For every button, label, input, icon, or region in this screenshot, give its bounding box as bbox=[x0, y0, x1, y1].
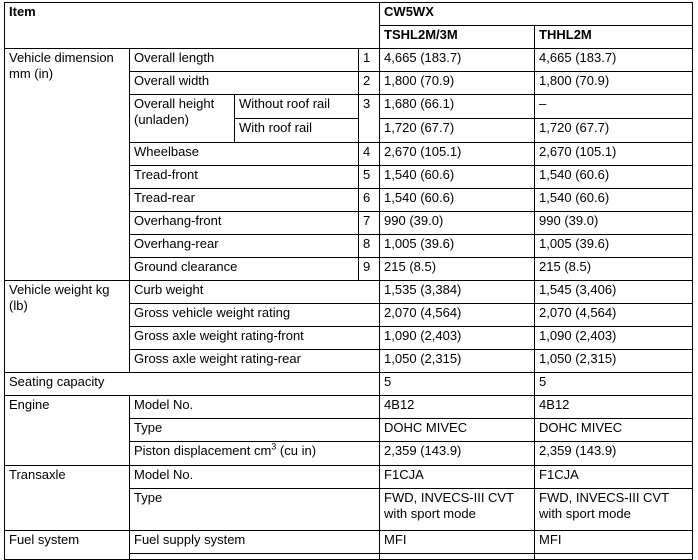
value-b: 5 bbox=[535, 373, 693, 396]
value-a: DOHC MIVEC bbox=[380, 419, 535, 442]
value-a: 1,540 (60.6) bbox=[380, 166, 535, 189]
displacement-superscript: 3 bbox=[271, 441, 277, 452]
value-a: 2,670 (105.1) bbox=[380, 143, 535, 166]
row-label: Tread-rear bbox=[130, 189, 359, 212]
value-a: 4B12 bbox=[380, 396, 535, 419]
row-label: Overall height (unladen) bbox=[130, 95, 235, 143]
value-b: 2,359 (143.9) bbox=[535, 442, 693, 466]
row-label: Gross axle weight rating-front bbox=[130, 327, 380, 350]
table-row bbox=[5, 49, 693, 72]
value-b: 1,720 (67.7) bbox=[535, 119, 693, 143]
spec-table-container bbox=[4, 2, 693, 560]
row-label: Tread-front bbox=[130, 166, 359, 189]
row-number: 8 bbox=[359, 235, 380, 258]
row-number: 4 bbox=[359, 143, 380, 166]
table-row bbox=[5, 281, 693, 304]
value-a: 5 bbox=[380, 373, 535, 396]
row-label: Fuel supply system bbox=[130, 531, 380, 554]
row-label: Type bbox=[130, 419, 380, 442]
value-a: 1,090 (2,403) bbox=[380, 327, 535, 350]
value-b: 1,540 (60.6) bbox=[535, 189, 693, 212]
row-label: Model No. bbox=[130, 396, 380, 419]
sub-label: With roof rail bbox=[235, 119, 359, 143]
value-b: 2,070 (4,564) bbox=[535, 304, 693, 327]
value-a: 215 (8.5) bbox=[380, 258, 535, 281]
table-row bbox=[5, 373, 693, 396]
row-label: Overall width bbox=[130, 72, 359, 95]
row-number: 7 bbox=[359, 212, 380, 235]
value-b: 4,665 (183.7) bbox=[535, 49, 693, 72]
header-col-a: TSHL2M/3M bbox=[380, 26, 535, 49]
row-number: 5 bbox=[359, 166, 380, 189]
displacement-unit: (cu in) bbox=[276, 443, 317, 458]
value-b: 1,540 (60.6) bbox=[535, 166, 693, 189]
row-label: Wheelbase bbox=[130, 143, 359, 166]
empty-cell bbox=[130, 554, 380, 560]
value-b: DOHC MIVEC bbox=[535, 419, 693, 442]
value-a: 1,720 (67.7) bbox=[380, 119, 535, 143]
value-a: 4,665 (183.7) bbox=[380, 49, 535, 72]
value-a: 1,680 (66.1) bbox=[380, 95, 535, 119]
value-a: MFI bbox=[380, 531, 535, 554]
displacement-label: Piston displacement cm bbox=[134, 443, 272, 458]
value-b: 4B12 bbox=[535, 396, 693, 419]
value-b: 1,800 (70.9) bbox=[535, 72, 693, 95]
row-label: Ground clearance bbox=[130, 258, 359, 281]
value-b: F1CJA bbox=[535, 466, 693, 489]
table-row bbox=[5, 466, 693, 489]
header-row-1 bbox=[5, 3, 693, 26]
row-label: Model No. bbox=[130, 466, 380, 489]
empty-cell bbox=[535, 554, 693, 560]
row-label-displacement bbox=[130, 442, 380, 466]
row-number: 9 bbox=[359, 258, 380, 281]
specifications-table bbox=[4, 2, 693, 560]
value-a: 1,800 (70.9) bbox=[380, 72, 535, 95]
value-a: 2,070 (4,564) bbox=[380, 304, 535, 327]
value-b: 990 (39.0) bbox=[535, 212, 693, 235]
row-number: 2 bbox=[359, 72, 380, 95]
row-label: Overhang-rear bbox=[130, 235, 359, 258]
row-number: 3 bbox=[359, 95, 380, 143]
value-b: 1,050 (2,315) bbox=[535, 350, 693, 373]
value-b: MFI bbox=[535, 531, 693, 554]
value-a: FWD, INVECS-III CVT with sport mode bbox=[380, 489, 535, 531]
row-label: Gross vehicle weight rating bbox=[130, 304, 380, 327]
group-vehicle-dimension: Vehicle dimension mm (in) bbox=[5, 49, 130, 281]
value-a: 2,359 (143.9) bbox=[380, 442, 535, 466]
sub-label: Without roof rail bbox=[235, 95, 359, 119]
header-model-code: CW5WX bbox=[380, 3, 693, 26]
row-label: Overhang-front bbox=[130, 212, 359, 235]
table-row bbox=[5, 396, 693, 419]
table-row bbox=[5, 531, 693, 554]
value-b: 215 (8.5) bbox=[535, 258, 693, 281]
row-number: 1 bbox=[359, 49, 380, 72]
group-engine: Engine bbox=[5, 396, 130, 466]
row-label-seating: Seating capacity bbox=[5, 373, 380, 396]
value-b: – bbox=[535, 95, 693, 119]
value-a: 990 (39.0) bbox=[380, 212, 535, 235]
value-a: 1,540 (60.6) bbox=[380, 189, 535, 212]
row-label: Overall length bbox=[130, 49, 359, 72]
value-b: FWD, INVECS-III CVT with sport mode bbox=[535, 489, 693, 531]
row-label: Type bbox=[130, 489, 380, 531]
row-label: Gross axle weight rating-rear bbox=[130, 350, 380, 373]
value-b: 1,090 (2,403) bbox=[535, 327, 693, 350]
value-b: 2,670 (105.1) bbox=[535, 143, 693, 166]
header-item: Item bbox=[5, 3, 380, 49]
group-fuel-system: Fuel system bbox=[5, 531, 130, 560]
value-a: 1,535 (3,384) bbox=[380, 281, 535, 304]
value-a: 1,050 (2,315) bbox=[380, 350, 535, 373]
group-transaxle: Transaxle bbox=[5, 466, 130, 531]
value-a: 1,005 (39.6) bbox=[380, 235, 535, 258]
empty-cell bbox=[380, 554, 535, 560]
group-vehicle-weight: Vehicle weight kg (lb) bbox=[5, 281, 130, 373]
value-b: 1,545 (3,406) bbox=[535, 281, 693, 304]
header-col-b: THHL2M bbox=[535, 26, 693, 49]
row-label: Curb weight bbox=[130, 281, 380, 304]
row-number: 6 bbox=[359, 189, 380, 212]
value-b: 1,005 (39.6) bbox=[535, 235, 693, 258]
value-a: F1CJA bbox=[380, 466, 535, 489]
